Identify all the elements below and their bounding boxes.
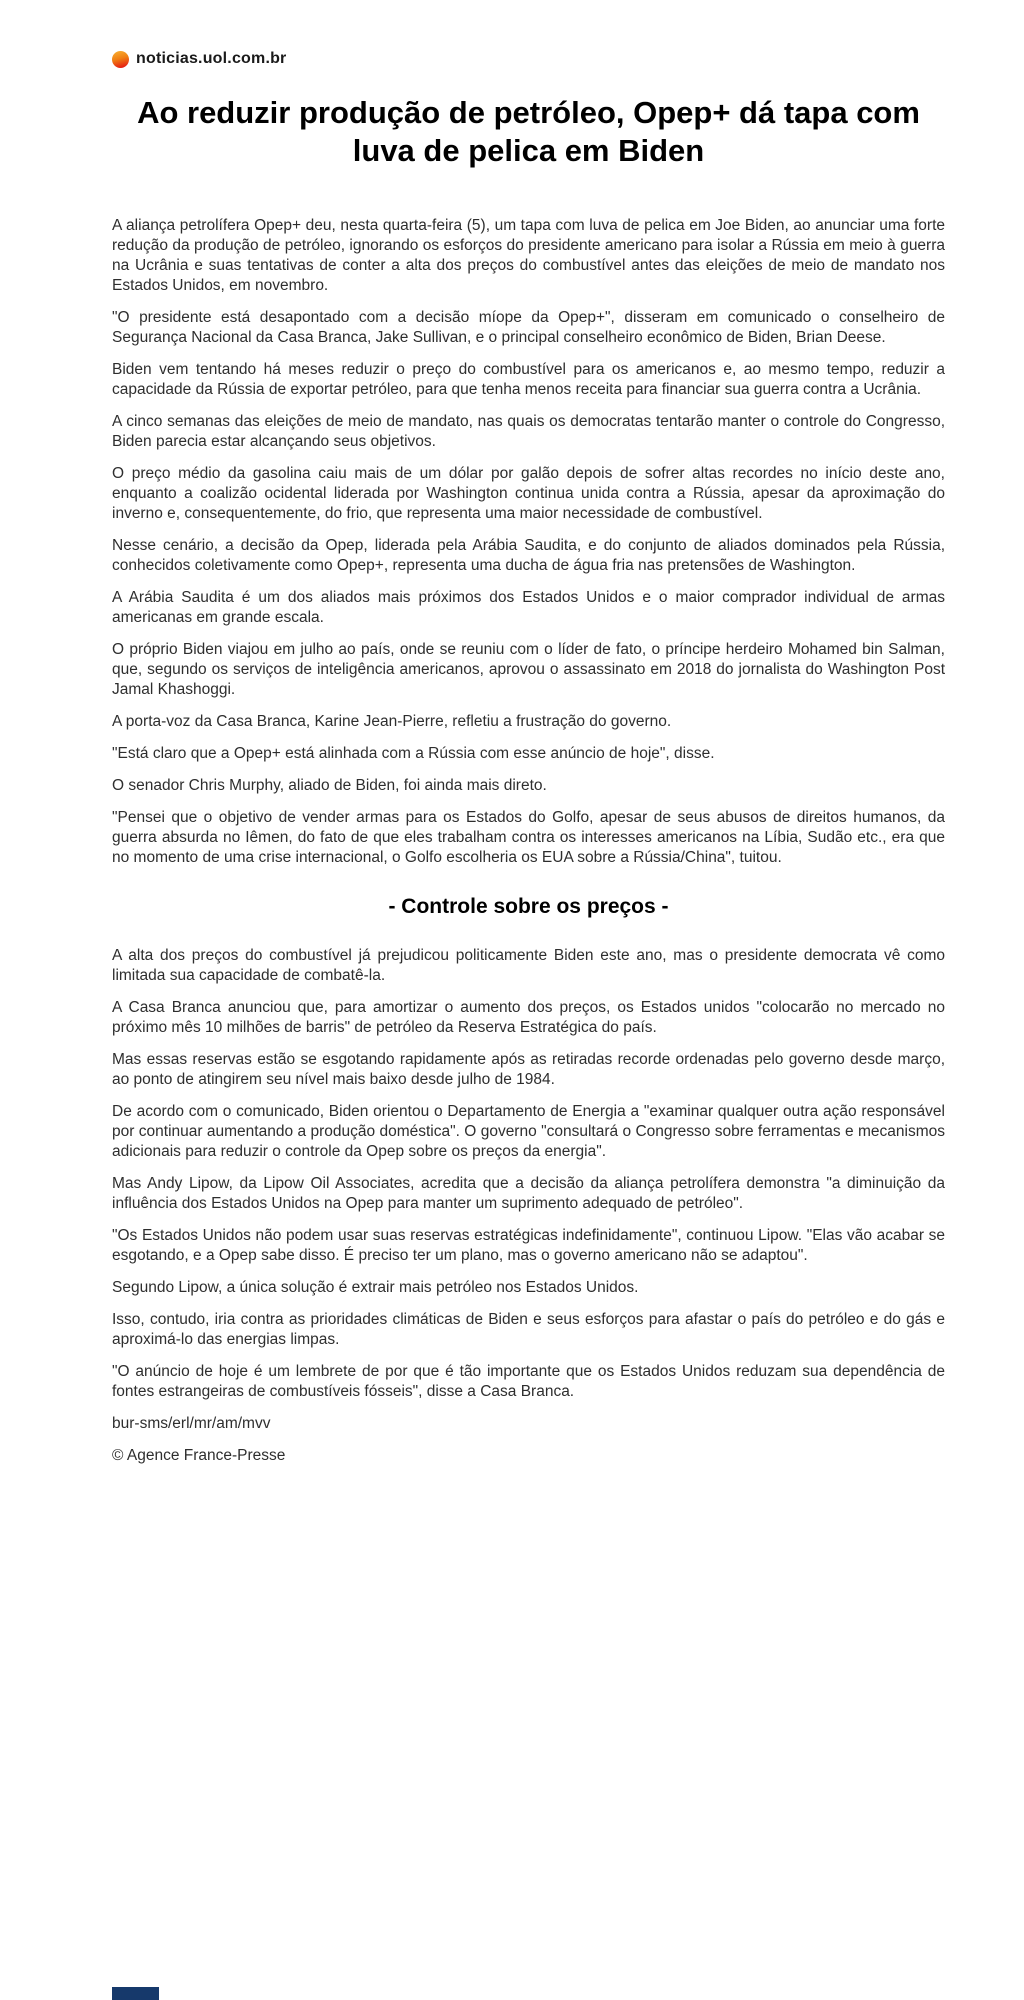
uol-logo-icon [112, 51, 129, 68]
article-paragraph: O senador Chris Murphy, aliado de Biden, foi ainda mais direto. [112, 777, 547, 794]
article-slug: bur-sms/erl/mr/am/mvv [112, 1415, 271, 1432]
article-paragraph: Segundo Lipow, a única solução é extrair mais petróleo nos Estados Unidos. [112, 1279, 639, 1296]
article-title: Ao reduzir produção de petróleo, Opep+ dá tapa com luva de pelica em Biden [137, 95, 920, 168]
section-subheading: - Controle sobre os preços - [388, 895, 669, 918]
article-paragraph: Mas Andy Lipow, da Lipow Oil Associates, acredita que a decisão da aliança petrolífera demonstra "a diminuição da influência dos Estados Unidos na Opep para manter um suprimento adequado de petróleo". [112, 1175, 945, 1212]
site-name-link[interactable]: noticias.uol.com.br [136, 50, 287, 67]
article-paragraph: O preço médio da gasolina caiu mais de um dólar por galão depois de sofrer altas recordes no início deste ano, enquanto a coalizão ocidental liderada por Washington continua unida contra a Rússia, apesar da aproximação do inverno e, consequentemente, do frio, que representa uma maior necessidade de combustível. [112, 465, 945, 522]
article-paragraph: Isso, contudo, iria contra as prioridades climáticas de Biden e seus esforços para afastar o país do petróleo e do gás e aproximá-lo das energias limpas. [112, 1311, 945, 1348]
article-paragraph: "Pensei que o objetivo de vender armas para os Estados do Golfo, apesar de seus abusos de direitos humanos, da guerra absurda no Iêmen, do fato de que eles trabalham contra os interesses americanos na Líbia, Sudão etc., era que no momento de uma crise internacional, o Golfo escolheria os EUA sobre a Rússia/China", tuitou. [112, 809, 945, 866]
article-paragraph: A Casa Branca anunciou que, para amortizar o aumento dos preços, os Estados unidos "colocarão no mercado no próximo mês 10 milhões de barris" de petróleo da Reserva Estratégica do país. [112, 999, 945, 1036]
article-credit: © Agence France-Presse [112, 1447, 286, 1464]
article-paragraph: Nesse cenário, a decisão da Opep, liderada pela Arábia Saudita, e do conjunto de aliados dominados pela Rússia, conhecidos coletivamente como Opep+, representa uma ducha de água fria nas pretensões de Washington. [112, 537, 945, 574]
article-paragraph: De acordo com o comunicado, Biden orientou o Departamento de Energia a "examinar qualquer outra ação responsável por continuar aumentando a produção doméstica". O governo "consultará o Congresso sobre ferramentas e mecanismos adicionais para reduzir o controle da Opep sobre os preços da energia". [112, 1103, 945, 1160]
footer-partial-bar [112, 1987, 159, 2000]
article-paragraph: "Os Estados Unidos não podem usar suas reservas estratégicas indefinidamente", continuou Lipow. "Elas vão acabar se esgotando, e a Opep sabe disso. É preciso ter um plano, mas o governo americano não se adaptou". [112, 1227, 945, 1264]
article-paragraph: A Arábia Saudita é um dos aliados mais próximos dos Estados Unidos e o maior comprador individual de armas americanas em grande escala. [112, 589, 945, 626]
article-page [112, 0, 945, 1466]
site-header [112, 0, 945, 68]
article-paragraph: Mas essas reservas estão se esgotando rapidamente após as retiradas recorde ordenadas pelo governo desde março, ao ponto de atingirem seu nível mais baixo desde julho de 1984. [112, 1051, 945, 1088]
article-paragraph: "Está claro que a Opep+ está alinhada com a Rússia com esse anúncio de hoje", disse. [112, 745, 715, 762]
article-paragraph: A porta-voz da Casa Branca, Karine Jean-Pierre, refletiu a frustração do governo. [112, 713, 672, 730]
article-paragraph: "O presidente está desapontado com a decisão míope da Opep+", disseram em comunicado o conselheiro de Segurança Nacional da Casa Branca, Jake Sullivan, e o principal conselheiro econômico de Biden, Brian Deese. [112, 309, 945, 346]
paragraphs-bottom [112, 946, 945, 1402]
article-paragraph: A cinco semanas das eleições de meio de mandato, nas quais os democratas tentarão manter o controle do Congresso, Biden parecia estar alcançando seus objetivos. [112, 413, 945, 450]
article-paragraph: Biden vem tentando há meses reduzir o preço do combustível para os americanos e, ao mesmo tempo, reduzir a capacidade da Rússia de exportar petróleo, para que tenha menos receita para financiar sua guerra contra a Ucrânia. [112, 361, 945, 398]
article-paragraph: A aliança petrolífera Opep+ deu, nesta quarta-feira (5), um tapa com luva de pelica em Joe Biden, ao anunciar uma forte redução da produção de petróleo, ignorando os esforços do presidente americano para isolar a Rússia em meio à guerra na Ucrânia e suas tentativas de conter a alta dos preços do combustível antes das eleições de meio de mandato nos Estados Unidos, em novembro. [112, 217, 945, 294]
article-paragraph: O próprio Biden viajou em julho ao país, onde se reuniu com o líder de fato, o príncipe herdeiro Mohamed bin Salman, que, segundo os serviços de inteligência americanos, aprovou o assassinato em 2018 do jornalista do Washington Post Jamal Khashoggi. [112, 641, 945, 698]
article-paragraph: "O anúncio de hoje é um lembrete de por que é tão importante que os Estados Unidos reduzam sua dependência de fontes estrangeiras de combustíveis fósseis", disse a Casa Branca. [112, 1363, 945, 1400]
paragraphs-top [112, 216, 945, 868]
article-body [112, 216, 945, 1466]
article-paragraph: A alta dos preços do combustível já prejudicou politicamente Biden este ano, mas o presidente democrata vê como limitada sua capacidade de combatê-la. [112, 947, 945, 984]
